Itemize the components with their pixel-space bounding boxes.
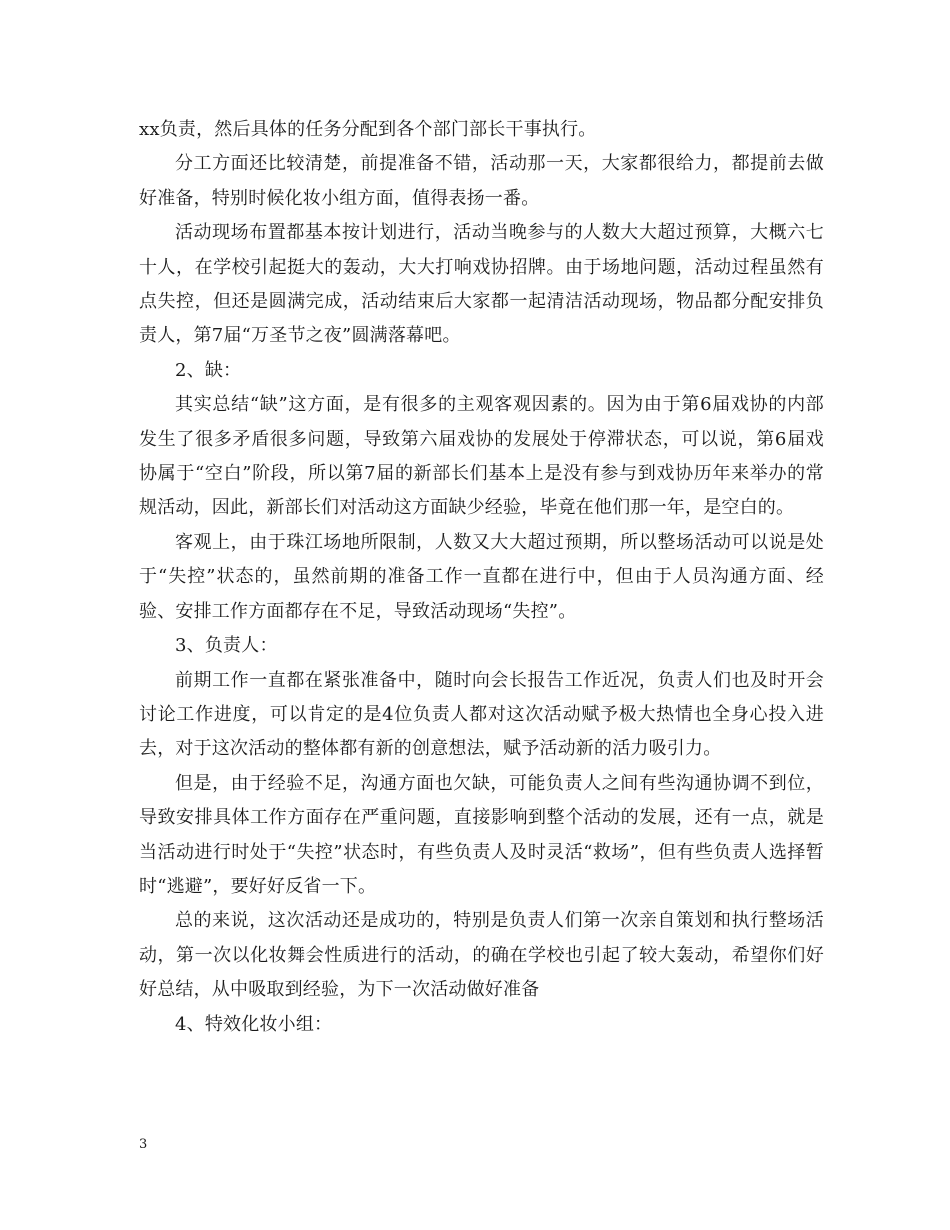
paragraph: 活动现场布置都基本按计划进行，活动当晚参与的人数大大超过预算，大概六七十人，在学校引起挺大的轰动，大大打响戏协招牌。由于场地问题，活动过程虽然有点失控，但还是圆满完成，活动结束后大家都一起清洁活动现场，物品都分配安排负责人，第7届“万圣节之夜”圆满落幕吧。 <box>139 222 824 347</box>
page-number: 3 <box>139 1137 148 1152</box>
section-heading: 4、特效化妆小组： <box>175 1013 333 1035</box>
paragraph: 客观上，由于珠江场地所限制，人数又大大超过预期，所以整场活动可以说是处于“失控”状态的，虽然前期的准备工作一直都在进行中，但由于人员沟通方面、经验、安排工作方面都存在不足，导致活动现场“失控”。 <box>139 531 824 622</box>
document-body <box>139 113 824 1042</box>
paragraph: 其实总结“缺”这方面，是有很多的主观客观因素的。因为由于第6届戏协的内部发生了很多矛盾很多问题，导致第六届戏协的发展处于停滞状态，可以说，第6届戏协属于“空白”阶段，所以第7届的新部长们基本上是没有参与到戏协历年来举办的常规活动，因此，新部长们对活动这方面缺少经验，毕竟在他们那一年，是空白的。 <box>139 394 824 519</box>
paragraph: xx负责，然后具体的任务分配到各个部门部长干事执行。 <box>139 119 597 140</box>
paragraph: 前期工作一直都在紧张准备中，随时向会长报告工作近况，负责人们也及时开会讨论工作进度，可以肯定的是4位负责人都对这次活动赋予极大热情也全身心投入进去，对于这次活动的整体都有新的创意想法，赋予活动新的活力吸引力。 <box>139 669 824 760</box>
paragraph: 但是，由于经验不足，沟通方面也欠缺，可能负责人之间有些沟通协调不到位，导致安排具体工作方面存在严重问题，直接影响到整个活动的发展，还有一点，就是当活动进行时处于“失控”状态时，有些负责人及时灵活“救场”，但有些负责人选择暂时“逃避”，要好好反省一下。 <box>139 772 824 897</box>
paragraph: 总的来说，这次活动还是成功的，特别是负责人们第一次亲自策划和执行整场活动，第一次以化妆舞会性质进行的活动，的确在学校也引起了较大轰动，希望你们好好总结，从中吸取到经验，为下一次活动做好准备 <box>139 910 824 1001</box>
section-heading: 2、缺： <box>175 359 242 381</box>
section-heading: 3、负责人： <box>175 635 278 657</box>
paragraph: 分工方面还比较清楚，前提准备不错，活动那一天，大家都很给力，都提前去做好准备，特别时候化妆小组方面，值得表扬一番。 <box>139 153 824 209</box>
